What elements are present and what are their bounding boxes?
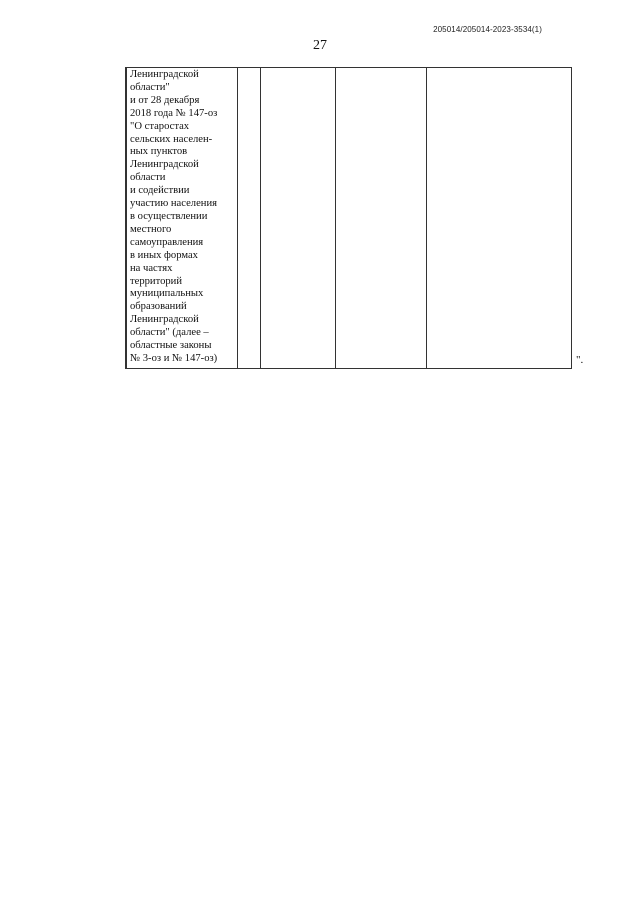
cell-text-line: ных пунктов — [130, 146, 188, 158]
cell-text-line: муниципальных — [130, 288, 204, 300]
document-table — [125, 67, 572, 369]
cell-text-line: областные законы — [130, 340, 212, 352]
cell-text-line: Ленинградской — [130, 69, 199, 80]
table-cell-text — [127, 68, 238, 369]
cell-text-line: Ленинградской — [130, 314, 199, 326]
cell-text-line: области" — [130, 81, 170, 93]
cell-text-line: и содействии — [130, 185, 190, 197]
cell-text-line: сельских населен- — [130, 133, 213, 145]
cell-text-line: в иных формах — [130, 249, 198, 261]
cell-text-line: области — [130, 172, 166, 184]
table-row — [126, 68, 572, 369]
cell-text-line: территорий — [130, 275, 183, 287]
table-cell-empty — [261, 68, 336, 369]
table-cell-empty — [238, 68, 261, 369]
cell-text-line: в осуществлении — [130, 210, 208, 222]
cell-text-line: области" (далее – — [130, 327, 209, 339]
cell-text-line: самоуправления — [130, 236, 204, 248]
page-number: 27 — [313, 38, 327, 53]
table-cell-empty — [427, 68, 572, 369]
table-cell-empty — [336, 68, 427, 369]
cell-text-line: и от 28 декабря — [130, 94, 200, 106]
cell-text-line: образований — [130, 301, 187, 313]
cell-text-line: Ленинградской — [130, 159, 199, 171]
cell-text-line: № 3-оз и № 147-оз) — [130, 352, 218, 364]
closing-quote: ". — [576, 354, 584, 366]
cell-text-line: участию населения — [130, 198, 217, 210]
cell-text-line: 2018 года № 147-оз — [130, 107, 218, 119]
cell-text-line: местного — [130, 223, 172, 235]
document-id: 205014/205014-2023-3534(1) — [433, 25, 542, 34]
cell-text-lines — [127, 68, 237, 366]
cell-text-line: "О старостах — [130, 120, 190, 132]
cell-text-line: на частях — [130, 262, 173, 274]
